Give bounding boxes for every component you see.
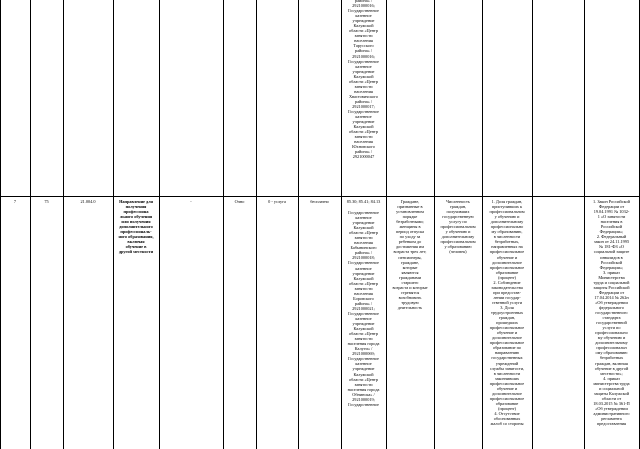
column-border xyxy=(298,0,299,449)
table-cell-continuation-providers: района» / 2921000016; Государственное казенное учреждение Калужской области «Центр занятости населения Тарусского района» / 2921000016; Государственное казенное учреждение Калужской области «Центр занятости населения Хвастовичского района» / 2921000017; Государственное казенное учреждение Калужской области «Центр занятости населения Юхновского района» / 2921000047 xyxy=(348,0,379,160)
table-cell-payment: бесплатно xyxy=(310,199,329,204)
table-cell-okved-codes: 85.30; 85.41; 84.13 xyxy=(346,199,381,204)
table-cell-quality: 1. Доля граждан, приступивших к профессиональном у обучению и дополнительному профессионально му образованию, в численности безработных, направленных на профессиональное обучение и дополнительное профессиональное образование (процент) 2. Соблюдение законодательства при предостав- лении государ- ственной услуги 3. Доля трудоустроенных граждан, прошедших профессиональное обучение и дополнительное профессиональное образование по направлению государственных учреждений службы занятости, в численности закончивших профессиональное обучение и дополнительное профессиональное образование (процент) 4. Отсутствие обоснованных жалоб со стороны xyxy=(489,199,525,427)
table-cell-dash: - xyxy=(190,199,192,204)
table-cell-okved: 21.004.0 xyxy=(80,199,96,204)
column-border xyxy=(30,0,31,449)
table-cell-consumers: Граждане, признанные в установленном порядке безработными; женщины в период отпуска по уходу за ребенком до достижения им возраста трех лет; пенсионеры, граждане, которые являются гражданами старшего возраста и которые стремятся возобновить трудовую деятельность xyxy=(392,199,428,310)
column-border xyxy=(256,0,257,449)
row-border xyxy=(0,196,640,197)
column-border xyxy=(0,0,1,449)
column-border xyxy=(532,0,533,449)
table-cell-indicator: Численность граждан, получивших государственную услугу по профессиональном у обучению и дополнительному профессиональном у образованию (человек) xyxy=(440,199,476,255)
table-cell-form: Очно xyxy=(234,199,245,204)
table-cell-number: 7 xyxy=(13,199,17,204)
column-border xyxy=(159,0,160,449)
column-border xyxy=(63,0,64,449)
table-cell-service-name: Направление для получения профессиона льного обучения или получения дополнительного профессиональ- ного образования, включая обучение в другой местности xyxy=(118,199,154,255)
table-cell-legal-acts: 1. Закон Российской Федерации от 19.04.1991 № 1032- 1 «О занятости населения в Российской Федерации»; 2. Федеральный закон от 24.11.1995 № 181-ФЗ «О социальной защите инвалидов в Российской Федерации»; 3. приказ Министерства труда и социальной защиты Российской Федерации от 17.04.2014 № 262н «Об утверждении федерального государственного стандарта государственной услуги по профессионально му обучению и дополнительному профессиональн ому образованию безработных граждан, включая обучение в другой местности»; 4. приказ министерства труда и социальной защиты Калужской области от 18.03.2015 № 361-П «Об утверждении административного регламента предоставления xyxy=(593,199,630,427)
table-cell-type: 0 - услуга xyxy=(268,199,286,204)
table-cell-providers: Государственное казенное учреждение Калужской области «Центр занятости населения Бабынинского района» / 2921000018; Государственное казенное учреждение Калужской области «Центр занятости населения Боровского района» / 2921000021; Государственное казенное учреждение Калужской области «Центр занятости населения города Калуги» / 2921000069; Государственное казенное учреждение Калужской области «Центр занятости населения города Обнинска» / 2921000019; Государственное xyxy=(347,210,380,407)
column-border xyxy=(223,0,224,449)
table-cell-code: 75 xyxy=(44,199,49,204)
